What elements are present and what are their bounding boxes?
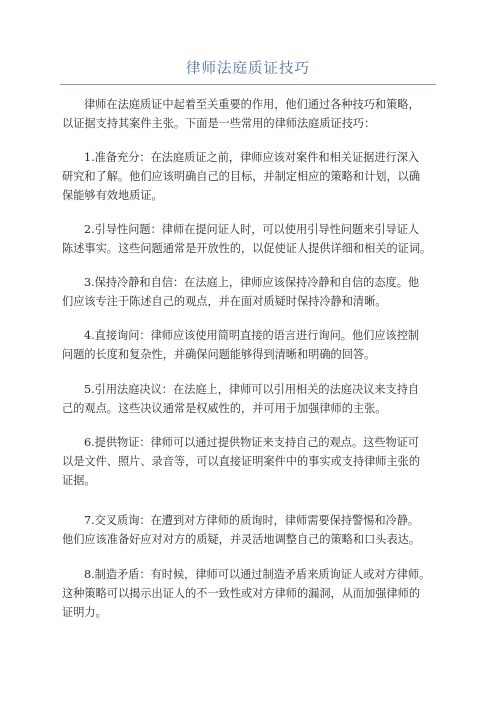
paragraph-line: 证据。 [62,474,96,487]
paragraph-line: 律师在法庭质证中起着至关重要的作用，他们通过各种技巧和策略， [84,98,420,111]
paragraph-line: 8.制造矛盾：有时候，律师可以通过制造矛盾来质询证人或对方律师。 [84,568,431,581]
paragraph-line: 以是文件、照片、录音等，可以直接证明案件中的事实或支持律师主张的 [62,455,421,468]
paragraph-line: 证明力。 [62,606,107,619]
tip-paragraph-7 [62,511,438,549]
intro-paragraph [62,95,438,133]
paragraph-line: 他们应该准备好应对对方的质疑，并灵活地调整自己的策略和口头表达。 [62,533,421,546]
paragraph-line: 陈述事实。这些问题通常是开放性的，以促使证人提供详细和相关的证词。 [62,242,432,255]
paragraph-line: 保能够有效地质证。 [62,189,163,202]
paragraph-line: 以证据支持其案件主张。下面是一些常用的律师法庭质证技巧： [62,117,376,130]
tip-paragraph-4 [62,326,438,364]
paragraph-line: 问题的长度和复杂性，并确保问题能够得到清晰和明确的回答。 [62,348,376,361]
paragraph-line: 4.直接询问：律师应该使用简明直接的语言进行询问。他们应该控制 [84,329,420,342]
tip-paragraph-5 [62,380,438,418]
paragraph-line: 1.准备充分：在法庭质证之前，律师应该对案件和相关证据进行深入 [84,151,420,164]
tip-paragraph-8 [62,565,438,622]
document-title: 律师法庭质证技巧 [186,61,310,77]
tip-paragraph-3 [62,273,438,311]
title-divider [60,84,436,85]
paragraph-line: 2.引导性问题：律师在提问证人时，可以使用引导性问题来引导证人 [84,223,420,236]
paragraph-line: 研究和了解。他们应该明确自己的目标，并制定相应的策略和计划，以确 [62,170,421,183]
tip-paragraph-6 [62,433,438,490]
paragraph-line: 这种策略可以揭示出证人的不一致性或对方律师的漏洞，从而加强律师的 [62,587,421,600]
tip-paragraph-2 [62,220,438,258]
tip-paragraph-1 [62,148,438,205]
paragraph-line: 7.交叉质询：在遭到对方律师的质询时，律师需要保持警惕和冷静。 [84,514,420,527]
paragraph-line: 3.保持冷静和自信：在法庭上，律师应该保持冷静和自信的态度。他 [84,276,420,289]
paragraph-line: 5.引用法庭决议：在法庭上，律师可以引用相关的法庭决议来支持自 [84,383,420,396]
paragraph-line: 6.提供物证：律师可以通过提供物证来支持自己的观点。这些物证可 [84,436,420,449]
paragraph-line: 们应该专注于陈述自己的观点，并在面对质疑时保持冷静和清晰。 [62,295,387,308]
paragraph-line: 己的观点。这些决议通常是权威性的，并可用于加强律师的主张。 [62,402,387,415]
